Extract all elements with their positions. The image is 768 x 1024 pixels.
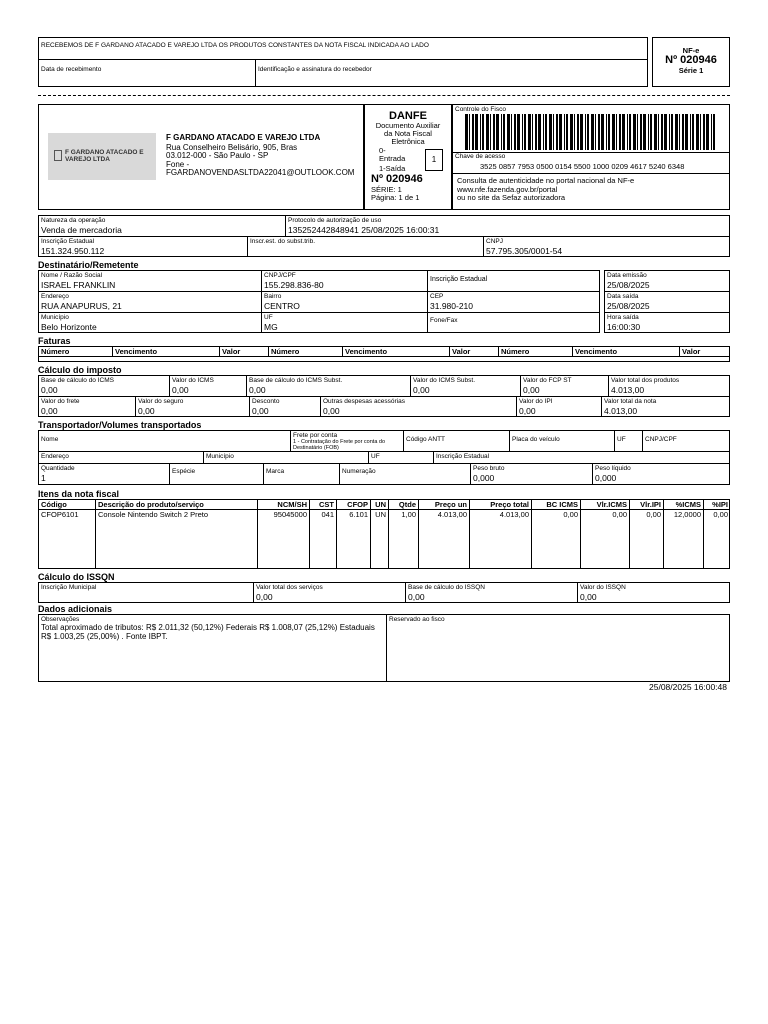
additional-section-title: Dados adicionais [38, 604, 113, 614]
recipient-grid [38, 270, 600, 333]
obs-cell [39, 615, 387, 682]
fatura-header: Vencimento [343, 347, 450, 357]
danfe-sub3: Eletrônica [391, 137, 425, 146]
tax-cell [517, 397, 602, 417]
placa-cell [510, 431, 615, 452]
items-header: Vlr.IPI [630, 500, 664, 510]
items-header: Preço total [470, 500, 532, 510]
recipient-ie-cell [428, 271, 600, 292]
transport-nome-label: Nome [41, 436, 59, 443]
issqn-valor-label: Valor do ISSQN [580, 584, 626, 591]
item-cell: 0,00 [630, 510, 664, 569]
tax-section-title: Cálculo do imposto [38, 365, 122, 375]
receipt-date-label: Data de recebimento [41, 66, 102, 73]
issuer-phone: Fone - [166, 159, 190, 169]
consulta-url[interactable]: www.nfe.fazenda.gov.br/portal [457, 184, 558, 194]
fatura-header: Número [39, 347, 113, 357]
item-cell: CFOP6101 [39, 510, 96, 569]
tax-label: Valor do ICMS [172, 377, 214, 384]
tax-value: 4.013,00 [604, 406, 638, 416]
municipio-cell [39, 313, 262, 333]
controle-label: Controle do Fisco [455, 106, 506, 113]
tax-value: 0,00 [519, 406, 536, 416]
municipio-label: Município [41, 314, 69, 321]
faturas-section-title: Faturas [38, 336, 71, 346]
protocolo-label: Protocolo de autorização de uso [288, 217, 382, 224]
items-header: Preço un [419, 500, 470, 510]
tax-label: Base de cálculo do ICMS Subst. [249, 377, 343, 384]
fatura-header: Número [499, 347, 573, 357]
danfe-tipo: 1 [425, 149, 443, 171]
obs-value: Total aproximado de tributos: R$ 2.011,32 (50,12%) Federais R$ 1.008,07 (25,12%) Estaduais R$ 1.003,25 (25,00%) . Fonte IBPT. [41, 623, 375, 641]
items-table [38, 499, 730, 569]
endereco-label: Endereço [41, 293, 69, 300]
saida-value: 25/08/2025 [607, 301, 650, 311]
tax-label: Outras despesas acessórias [323, 398, 406, 405]
issuer-address: Rua Conselheiro Belisário, 905, Bras [166, 142, 298, 152]
ie-value: 151.324.950.112 [41, 246, 105, 256]
tax-cell [411, 376, 521, 397]
danfe-title: DANFE [389, 110, 427, 122]
protocolo-cell [286, 216, 730, 237]
bairro-cell [262, 292, 428, 313]
tax-label: Valor do FCP ST [523, 377, 572, 384]
marca-label: Marca [266, 468, 285, 475]
hora-label: Hora saída [607, 314, 639, 321]
items-header: NCM/SH [258, 500, 310, 510]
ie-label: Inscrição Estadual [41, 238, 95, 245]
cpf-cell [262, 271, 428, 292]
transport-municipio-label: Município [206, 453, 234, 460]
issqn-grid [38, 582, 730, 603]
cep-cell [428, 292, 600, 313]
emissao-value: 25/08/2025 [607, 280, 650, 290]
tax-grid [38, 375, 730, 417]
placa-label: Placa do veículo [512, 436, 560, 443]
fatura-header: Vencimento [113, 347, 220, 357]
faturas-grid [38, 346, 730, 362]
peso-liquido-label: Peso líquido [595, 465, 631, 472]
tax-cell [250, 397, 321, 417]
transport-cnpj-cell [643, 431, 730, 452]
iest-cell [248, 237, 484, 257]
uf-cell [262, 313, 428, 333]
issqn-base-label: Base de cálculo do ISSQN [408, 584, 485, 591]
fone-cell [428, 313, 600, 333]
fatura-header: Valor [220, 347, 269, 357]
tax-cell [609, 376, 730, 397]
danfe-saida: 1-Saída [379, 164, 406, 173]
qtd-value: 1 [41, 473, 46, 483]
issqn-base-value: 0,00 [408, 592, 425, 602]
ie-cell [39, 237, 248, 257]
recipient-section-title: Destinatário/Remetente [38, 260, 139, 270]
items-header: UN [371, 500, 389, 510]
tax-label: Base de cálculo do ICMS [41, 377, 114, 384]
barcode [465, 114, 717, 150]
endereco-cell [39, 292, 262, 313]
chave-label: Chave de acesso [455, 153, 506, 160]
cep-value: 31.980-210 [430, 301, 474, 311]
tax-value: 0,00 [252, 406, 269, 416]
receipt-statement: RECEBEMOS DE F GARDANO ATACADO E VAREJO LTDA OS PRODUTOS CONSTANTES DA NOTA FISCAL INDICADA AO LADO [41, 42, 429, 49]
issqn-valor-cell [578, 583, 730, 603]
footer-timestamp: 25/08/2025 16:00:48 [649, 682, 727, 692]
tax-label: Valor total da nota [604, 398, 657, 405]
issuer-city: 03.012-000 - São Paulo - SP [166, 151, 269, 160]
tax-cell [39, 376, 170, 397]
logo-mark-icon [54, 150, 62, 161]
tax-cell [602, 397, 730, 417]
peso-bruto-label: Peso bruto [473, 465, 505, 472]
items-header: %ICMS [664, 500, 704, 510]
transport-uf-label: UF [617, 436, 626, 443]
issqn-valor-value: 0,00 [580, 592, 597, 602]
issqn-section-title: Cálculo do ISSQN [38, 572, 115, 582]
cpf-value: 155.298.836-80 [264, 280, 324, 290]
frete-value: 1 - Contratação do Frete por conta do Destinatário (FOB) [293, 439, 386, 451]
fisco-cell [387, 615, 730, 682]
tax-label: Valor do seguro [138, 398, 184, 405]
peso-liquido-cell [593, 464, 730, 485]
items-header: CST [310, 500, 337, 510]
danfe-sub2: da Nota Fiscal [384, 129, 432, 138]
fone-label: Fone/Fax [430, 317, 458, 324]
tax-cell [247, 376, 411, 397]
bairro-value: CENTRO [264, 301, 300, 311]
item-cell: 0,00 [532, 510, 581, 569]
issuer-logo-text: F GARDANO ATACADO E VAREJO LTDA [65, 149, 144, 163]
receipt-sign-label: Identificação e assinatura do recebedor [258, 66, 372, 73]
saida-cell [605, 292, 730, 313]
item-cell: UN [371, 510, 389, 569]
control-box [452, 104, 730, 210]
issqn-servicos-label: Valor total dos serviços [256, 584, 323, 591]
tax-value: 0,00 [523, 385, 540, 395]
protocolo-value: 135252442848941 25/08/2025 16:00:31 [288, 225, 440, 235]
numeracao-label: Numeração [342, 468, 376, 475]
transport-ie-label: Inscrição Estadual [436, 453, 490, 460]
tax-label: Valor do ICMS Subst. [413, 377, 476, 384]
peso-bruto-value: 0,000 [473, 473, 495, 483]
saida-label: Data saída [607, 293, 639, 300]
emissao-cell [605, 271, 730, 292]
transport-municipio-cell [204, 452, 369, 464]
transport-uf2-cell [369, 452, 434, 464]
issuer-email: FGARDANOVENDASLTDA22041@OUTLOOK.COM [166, 168, 355, 177]
item-cell: 0,00 [581, 510, 630, 569]
issuer-box [38, 104, 364, 210]
faturas-empty-row [39, 357, 730, 362]
transport-uf-cell [615, 431, 643, 452]
item-cell: 4.013,00 [419, 510, 470, 569]
item-cell: 6.101 [337, 510, 371, 569]
fatura-header: Valor [680, 347, 730, 357]
natureza-label: Natureza da operação [41, 217, 106, 224]
iest-label: Inscr.est. do subst.trib. [250, 238, 316, 245]
qtd-cell [39, 464, 170, 485]
cnpj-cell [484, 237, 730, 257]
chave-value: 3525 0857 7953 0500 0154 5500 1000 0209 4617 5240 6348 [480, 162, 685, 171]
tax-value: 0,00 [323, 406, 340, 416]
endereco-value: RUA ANAPURUS, 21 [41, 301, 122, 311]
hora-cell [605, 313, 730, 333]
frete-cell [291, 431, 404, 452]
cpf-label: CNPJ/CPF [264, 272, 296, 279]
tax-label: Valor total dos produtos [611, 377, 680, 384]
cut-line [38, 95, 730, 96]
items-header: Qtde [389, 500, 419, 510]
cep-label: CEP [430, 293, 444, 300]
antt-label: Código ANTT [406, 436, 446, 443]
items-header: %IPI [704, 500, 730, 510]
transport-nome-cell [39, 431, 291, 452]
tax-cell [39, 397, 136, 417]
frete-label: Frete por conta [293, 432, 338, 439]
tax-cell [170, 376, 247, 397]
transport-endereco-cell [39, 452, 204, 464]
items-header: CFOP [337, 500, 371, 510]
items-header: BC ICMS [532, 500, 581, 510]
transport-section-title: Transportador/Volumes transportados [38, 420, 202, 430]
peso-liquido-value: 0,000 [595, 473, 617, 483]
tax-cell [521, 376, 609, 397]
especie-label: Espécie [172, 468, 196, 475]
tax-value: 0,00 [41, 385, 58, 395]
transport-ie-cell [434, 452, 730, 464]
item-cell: 4.013,00 [470, 510, 532, 569]
control-divider2 [453, 173, 729, 174]
bairro-label: Bairro [264, 293, 282, 300]
transport-cnpj-label: CNPJ/CPF [645, 436, 677, 443]
danfe-number: Nº 020946 [371, 173, 423, 185]
cnpj-value: 57.795.305/0001-54 [486, 246, 563, 256]
fatura-header: Valor [450, 347, 499, 357]
fatura-header: Número [269, 347, 343, 357]
additional-grid [38, 614, 730, 682]
natureza-value: Venda de mercadoria [41, 225, 122, 235]
tax-cell [321, 397, 517, 417]
tax-value: 0,00 [41, 406, 58, 416]
items-section-title: Itens da nota fiscal [38, 489, 120, 499]
issqn-servicos-cell [254, 583, 406, 603]
receipt-serie: Série 1 [678, 66, 704, 75]
uf-label: UF [264, 314, 273, 321]
emissao-label: Data emissão [607, 272, 647, 279]
obs-label: Observações [41, 616, 80, 623]
danfe-box [364, 104, 452, 210]
tax-value: 0,00 [172, 385, 189, 395]
tax-cell [136, 397, 250, 417]
item-cell: 1,00 [389, 510, 419, 569]
fatura-header: Vencimento [573, 347, 680, 357]
danfe-sub1: Documento Auxiliar [375, 121, 441, 130]
consulta-sefaz: ou no site da Sefaz autorizadora [457, 193, 565, 202]
fisco-label: Reservado ao fisco [389, 616, 445, 623]
tax-value: 0,00 [413, 385, 430, 395]
issuer-name: F GARDANO ATACADO E VAREJO LTDA [166, 133, 321, 142]
danfe-serie: SÉRIE: 1 [371, 185, 402, 194]
recipient-dates-grid [604, 270, 730, 333]
issqn-im-cell [39, 583, 254, 603]
receipt-nfe-label: NF-e [682, 46, 700, 55]
items-header: Descrição do produto/serviço [96, 500, 258, 510]
item-cell: Console Nintendo Switch 2 Preto [96, 510, 258, 569]
marca-cell [264, 464, 340, 485]
recipient-ie-label: Inscrição Estadual [430, 276, 488, 283]
receipt-vdivider [255, 59, 256, 87]
item-cell: 041 [310, 510, 337, 569]
especie-cell [170, 464, 264, 485]
item-cell: 95045000 [258, 510, 310, 569]
municipio-value: Belo Horizonte [41, 322, 97, 332]
peso-bruto-cell [471, 464, 593, 485]
receipt-nfe-box [652, 37, 730, 87]
transport-grid [38, 430, 730, 485]
issqn-base-cell [406, 583, 578, 603]
numeracao-cell [340, 464, 471, 485]
transport-endereco-label: Endereço [41, 453, 69, 460]
issqn-im-label: Inscrição Municipal [41, 584, 97, 591]
hora-value: 16:00:30 [607, 322, 641, 332]
issqn-servicos-value: 0,00 [256, 592, 273, 602]
tax-value: 0,00 [138, 406, 155, 416]
items-header: Vlr.ICMS [581, 500, 630, 510]
receipt-number: Nº 020946 [665, 54, 717, 66]
tax-value: 0,00 [249, 385, 266, 395]
nome-label: Nome / Razão Social [41, 272, 103, 279]
transport-uf2-label: UF [371, 453, 380, 460]
receipt-divider [39, 59, 647, 60]
items-header: Código [39, 500, 96, 510]
qtd-label: Quantidade [41, 465, 75, 472]
operation-grid [38, 215, 730, 257]
item-cell: 12,0000 [664, 510, 704, 569]
danfe-pagina: Página: 1 de 1 [371, 193, 420, 202]
nome-cell [39, 271, 262, 292]
danfe-entrada: 0-Entrada [379, 146, 406, 163]
tax-value: 4.013,00 [611, 385, 645, 395]
antt-cell [404, 431, 510, 452]
consulta-text: Consulta de autenticidade no portal nacional da NF-e [457, 176, 635, 185]
uf-value: MG [264, 322, 278, 332]
natureza-cell [39, 216, 286, 237]
issuer-logo [48, 133, 156, 180]
cnpj-label: CNPJ [486, 238, 503, 245]
tax-label: Valor do IPI [519, 398, 553, 405]
item-cell: 0,00 [713, 510, 728, 519]
receipt-stub [38, 37, 648, 87]
nome-value: ISRAEL FRANKLIN [41, 280, 116, 290]
tax-label: Desconto [252, 398, 280, 405]
tax-label: Valor do frete [41, 398, 80, 405]
